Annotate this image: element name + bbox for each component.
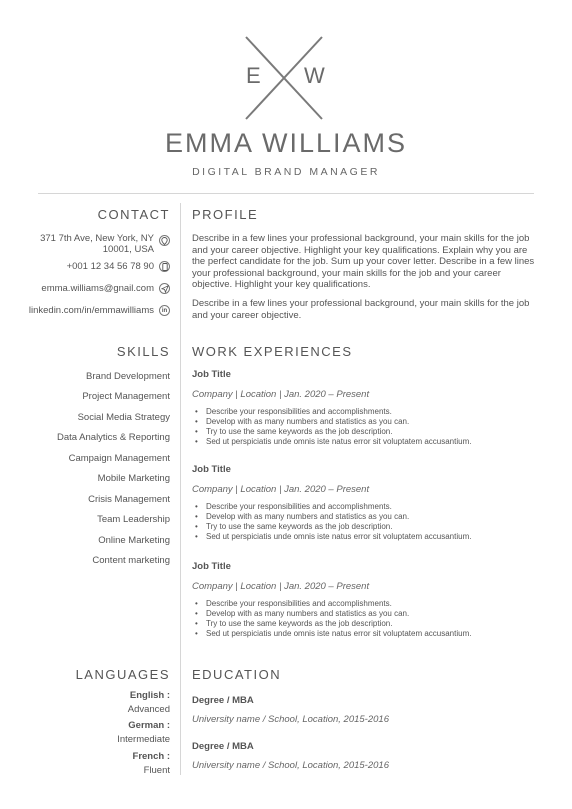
language-entry <box>0 720 170 745</box>
header-divider <box>38 193 534 194</box>
contact-address <box>10 233 170 255</box>
job-bullet: • Try to use the same keywords as the job description. <box>192 427 537 437</box>
education-degree: Degree / MBA <box>192 695 254 706</box>
job-bullet: • Sed ut perspiciatis unde omnis iste natus error sit voluptatem accusantium. <box>192 532 537 542</box>
job-bullet: • Describe your responsibilities and accomplishments. <box>192 502 537 512</box>
language-level: Fluent <box>143 765 170 776</box>
work-heading: WORK EXPERIENCES <box>192 344 353 359</box>
skill-item: Data Analytics & Reporting <box>56 432 170 443</box>
address-line2: 10001, USA <box>102 244 154 255</box>
skill-item: Content marketing <box>92 555 170 566</box>
skills-heading: SKILLS <box>116 344 170 359</box>
education-heading: EDUCATION <box>192 667 282 682</box>
skill-item: Mobile Marketing <box>97 473 170 484</box>
job-bullets <box>192 407 537 447</box>
phone-text: +001 12 34 56 78 90 <box>66 261 154 272</box>
language-entry <box>0 751 170 776</box>
send-icon <box>159 283 170 294</box>
job-bullet: • Develop with as many numbers and statistics as you can. <box>192 512 537 522</box>
job-meta: Company | Location | Jan. 2020 – Present <box>192 484 370 495</box>
job-bullet: • Try to use the same keywords as the job description. <box>192 619 537 629</box>
profile-paragraph-1: Describe in a few lines your professional background, your main skills for the job and your career objective. Highlight your key qualifications. Explain why you are the perfect candidate for the job. Sum up your cover letter. Describe in a few lines your professional background, your main skills for the job and your career objective. Highlight your key qualifications. <box>192 233 535 290</box>
language-entry <box>0 690 170 715</box>
job-title: Job Title <box>192 561 231 572</box>
contact-email <box>10 283 170 294</box>
language-level: Advanced <box>127 704 170 715</box>
contact-phone <box>10 261 170 272</box>
job-entry <box>192 561 537 639</box>
job-bullet: • Describe your responsibilities and accomplishments. <box>192 407 537 417</box>
job-title: Job Title <box>192 464 231 475</box>
linkedin-icon: in <box>159 305 170 316</box>
languages-heading: LANGUAGES <box>75 667 170 682</box>
monogram-letter-e: E <box>246 63 261 88</box>
skill-item: Crisis Management <box>88 494 170 505</box>
job-bullet: • Try to use the same keywords as the job description. <box>192 522 537 532</box>
education-degree: Degree / MBA <box>192 741 254 752</box>
contact-heading: CONTACT <box>97 207 170 222</box>
language-name: French : <box>132 751 170 762</box>
education-entry <box>192 741 537 771</box>
skill-item: Brand Development <box>86 371 170 382</box>
language-level: Intermediate <box>117 734 170 745</box>
address-line1: 371 7th Ave, New York, NY <box>40 233 154 244</box>
language-name: German : <box>128 720 170 731</box>
skill-item: Campaign Management <box>68 453 170 464</box>
job-bullets <box>192 502 537 542</box>
email-text: emma.williams@gnail.com <box>41 283 154 294</box>
skill-item: Online Marketing <box>98 535 170 546</box>
job-bullet: • Develop with as many numbers and statistics as you can. <box>192 417 537 427</box>
language-name: English : <box>129 690 170 701</box>
job-meta: Company | Location | Jan. 2020 – Present <box>192 389 370 400</box>
skill-item: Social Media Strategy <box>77 412 170 423</box>
education-meta: University name / School, Location, 2015-2016 <box>192 714 389 725</box>
candidate-name: EMMA WILLIAMS <box>164 128 408 158</box>
job-entry <box>192 464 537 542</box>
job-bullet: • Develop with as many numbers and statistics as you can. <box>192 609 537 619</box>
monogram-letter-w: W <box>304 63 325 88</box>
skill-item: Project Management <box>82 391 170 402</box>
job-title: Job Title <box>192 369 231 380</box>
job-entry <box>192 369 537 447</box>
skill-item: Team Leadership <box>97 514 170 525</box>
profile-heading: PROFILE <box>192 207 259 222</box>
monogram-logo <box>240 35 332 121</box>
contact-linkedin <box>10 305 170 316</box>
job-bullet: • Sed ut perspiciatis unde omnis iste natus error sit voluptatem accusantium. <box>192 629 537 639</box>
job-bullet: • Describe your responsibilities and accomplishments. <box>192 599 537 609</box>
candidate-title: DIGITAL BRAND MANAGER <box>192 166 380 178</box>
education-entry <box>192 695 537 725</box>
column-divider <box>180 203 181 775</box>
job-bullets <box>192 599 537 639</box>
location-pin-icon <box>159 235 170 246</box>
job-bullet: • Sed ut perspiciatis unde omnis iste natus error sit voluptatem accusantium. <box>192 437 537 447</box>
job-meta: Company | Location | Jan. 2020 – Present <box>192 581 370 592</box>
phone-icon <box>159 261 170 272</box>
education-meta: University name / School, Location, 2015-2016 <box>192 760 389 771</box>
profile-paragraph-2: Describe in a few lines your professional background, your main skills for the job and your career objective. <box>192 298 530 321</box>
linkedin-text: linkedin.com/in/emmawilliams <box>28 305 154 316</box>
